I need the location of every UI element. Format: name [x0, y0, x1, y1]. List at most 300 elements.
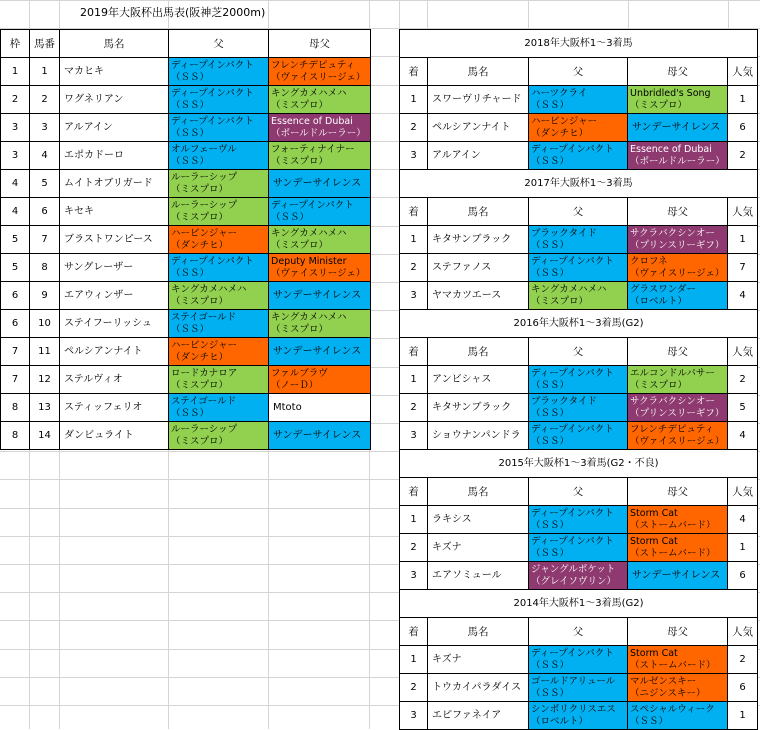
pedigree-name: ハービンジャー: [531, 115, 598, 127]
sire-cell: [169, 142, 269, 170]
table-row: [1, 170, 371, 198]
table-row: [400, 646, 758, 674]
popularity: 6: [728, 114, 758, 142]
pedigree-line: （ＳＳ）: [171, 407, 210, 419]
results-header-row: [400, 618, 758, 646]
pedigree-line: （ヴァイスリージェ）: [271, 71, 366, 83]
pedigree-name: サンデーサイレンス: [273, 177, 362, 189]
popularity: 2: [728, 646, 758, 674]
rank-header: 着: [400, 58, 428, 86]
pedigree-name: サンデーサイレンス: [273, 429, 362, 441]
horse-name: キズナ: [428, 534, 529, 562]
broodmare-sire-cell: [628, 534, 728, 562]
broodmare-sire-cell: [269, 254, 371, 282]
horse-name: ステイフーリッシュ: [60, 310, 169, 338]
finish-rank: 3: [400, 282, 428, 310]
pedigree-line: （ダンチヒ）: [171, 239, 229, 251]
pedigree-name: エルコンドルパサー: [630, 367, 715, 379]
horse-number: 7: [30, 226, 60, 254]
sire-cell: [529, 506, 628, 534]
broodmare-sire-cell: [269, 86, 371, 114]
pedigree-line: （ミスプロ）: [271, 323, 329, 335]
pedigree-line: （ＳＳ）: [171, 155, 210, 167]
broodmare-sire-cell: [269, 310, 371, 338]
waku: 5: [1, 254, 30, 282]
horse-name: ステルヴィオ: [60, 366, 169, 394]
pedigree-name: Deputy Minister: [271, 255, 347, 267]
sire-cell: [169, 394, 269, 422]
sire-cell: [529, 534, 628, 562]
horse-name: スワーヴリチャード: [428, 86, 529, 114]
broodmare-sire-cell: [628, 114, 728, 142]
horse-name: ムイトオブリガード: [60, 170, 169, 198]
broodmare-sire-cell: [628, 506, 728, 534]
section-title: 2018年大阪杯1～3着馬: [400, 30, 758, 58]
pedigree-line: （ミスプロ）: [271, 99, 329, 111]
table-row: [400, 394, 758, 422]
bms-header: 母父: [628, 338, 728, 366]
sire-cell: [169, 226, 269, 254]
pedigree-line: （ヴァイスリージェ）: [630, 267, 725, 279]
finish-rank: 2: [400, 394, 428, 422]
horse-name: キタサンブラック: [428, 226, 529, 254]
horse-name: エピファネイア: [428, 702, 529, 730]
pedigree-name: ディープインパクト: [171, 87, 254, 99]
broodmare-sire-cell: [628, 562, 728, 590]
waku: 7: [1, 338, 30, 366]
sire-cell: [529, 114, 628, 142]
pedigree-name: サンデーサイレンス: [273, 289, 362, 301]
pedigree-name: キングカメハメハ: [271, 311, 347, 323]
section-title-row: [400, 450, 758, 478]
sire-cell: [169, 170, 269, 198]
horse-name: トウカイパラダイス: [428, 674, 529, 702]
broodmare-sire-cell: [628, 142, 728, 170]
horse-number: 9: [30, 282, 60, 310]
finish-rank: 3: [400, 702, 428, 730]
pedigree-line: （ボールドルーラー）: [271, 127, 366, 139]
pedigree-line: （プリンスリーギフ）: [630, 407, 725, 419]
sire-cell: [529, 674, 628, 702]
sire-cell: [529, 282, 628, 310]
rank-header: 着: [400, 338, 428, 366]
table-row: [1, 114, 371, 142]
table-row: [1, 310, 371, 338]
popularity: 6: [728, 674, 758, 702]
pedigree-line: （ミスプロ）: [531, 295, 589, 307]
pedigree-name: ディープインパクト: [171, 255, 254, 267]
bms-header: 母父: [628, 478, 728, 506]
pedigree-line: （ＳＳ）: [531, 659, 570, 671]
broodmare-sire-cell: [628, 394, 728, 422]
pedigree-line: （ＳＳ）: [171, 267, 210, 279]
section-title-row: [400, 310, 758, 338]
pedigree-line: （ＳＳ）: [531, 547, 570, 559]
sire-cell: [169, 310, 269, 338]
table-row: [1, 198, 371, 226]
broodmare-sire-cell: [628, 86, 728, 114]
pedigree-name: ディープインパクト: [531, 143, 614, 155]
pedigree-name: ハービンジャー: [171, 227, 238, 239]
sire-cell: [529, 254, 628, 282]
horse-name: ペルシアンナイト: [60, 338, 169, 366]
popularity: 1: [728, 86, 758, 114]
pedigree-line: （ミスプロ）: [630, 379, 688, 391]
pedigree-line: （ＳＳ）: [531, 519, 570, 531]
horse-number: 2: [30, 86, 60, 114]
sire-cell: [169, 86, 269, 114]
table-row: [1, 86, 371, 114]
pedigree-name: ルーラーシップ: [171, 171, 238, 183]
section-title: 2014年大阪杯1～3着馬(G2): [400, 590, 758, 618]
pedigree-line: （ＳＳ）: [531, 687, 570, 699]
popularity: 4: [728, 282, 758, 310]
pedigree-name: キングカメハメハ: [171, 283, 247, 295]
section-title: 2017年大阪杯1～3着馬: [400, 170, 758, 198]
finish-rank: 1: [400, 646, 428, 674]
sire-cell: [169, 338, 269, 366]
pedigree-name: オルフェーヴル: [171, 143, 237, 155]
broodmare-sire-cell: [269, 282, 371, 310]
horse-number: 3: [30, 114, 60, 142]
pedigree-line: （ダンチヒ）: [531, 127, 589, 139]
sire-cell: [529, 394, 628, 422]
popularity: 7: [728, 254, 758, 282]
section-title-row: [400, 590, 758, 618]
rank-header: 着: [400, 618, 428, 646]
pedigree-name: ディープインパクト: [171, 115, 254, 127]
horse-number: 4: [30, 142, 60, 170]
horse-name: ダンビュライト: [60, 422, 169, 450]
bms-header: 母父: [269, 30, 371, 58]
horse-name: ショウナンパンドラ: [428, 422, 529, 450]
broodmare-sire-cell: [628, 366, 728, 394]
popularity: 4: [728, 422, 758, 450]
sire-cell: [529, 366, 628, 394]
pedigree-line: （ノーＤ）: [271, 379, 319, 391]
sire-cell: [529, 142, 628, 170]
pedigree-name: グラスワンダー: [630, 283, 696, 295]
broodmare-sire-cell: [269, 394, 371, 422]
pedigree-name: ハービンジャー: [171, 339, 238, 351]
popularity: 5: [728, 394, 758, 422]
sire-cell: [169, 366, 269, 394]
horse-name: アルアイン: [60, 114, 169, 142]
pedigree-name: ディープインパクト: [531, 423, 614, 435]
horse-name: サングレーザー: [60, 254, 169, 282]
broodmare-sire-cell: [628, 674, 728, 702]
popularity: 6: [728, 562, 758, 590]
pedigree-line: （ＳＳ）: [531, 407, 570, 419]
waku: 3: [1, 142, 30, 170]
broodmare-sire-cell: [628, 422, 728, 450]
table-row: [400, 86, 758, 114]
broodmare-sire-cell: [628, 282, 728, 310]
sire-cell: [529, 226, 628, 254]
broodmare-sire-cell: [269, 338, 371, 366]
entry-table: [0, 29, 371, 450]
table-row: [1, 254, 371, 282]
pedigree-name: クロフネ: [630, 255, 668, 267]
pedigree-name: Storm Cat: [630, 507, 678, 519]
finish-rank: 1: [400, 506, 428, 534]
finish-rank: 2: [400, 674, 428, 702]
horse-name: スティッフェリオ: [60, 394, 169, 422]
pedigree-name: スペシャルウィーク: [630, 703, 715, 715]
table-row: [400, 422, 758, 450]
sire-cell: [529, 422, 628, 450]
pedigree-name: Storm Cat: [630, 647, 678, 659]
horse-name: ステファノス: [428, 254, 529, 282]
bms-header: 母父: [628, 618, 728, 646]
table-row: [1, 338, 371, 366]
pedigree-line: （ＳＳ）: [531, 239, 570, 251]
section-title: 2015年大阪杯1～3着馬(G2・不良): [400, 450, 758, 478]
pedigree-line: （ＳＳ）: [171, 127, 210, 139]
name-header: 馬名: [428, 338, 529, 366]
table-row: [1, 58, 371, 86]
pedigree-name: キングカメハメハ: [271, 87, 347, 99]
broodmare-sire-cell: [628, 646, 728, 674]
section-title-row: [400, 30, 758, 58]
pedigree-line: （ミスプロ）: [171, 211, 229, 223]
section-title: 2016年大阪杯1～3着馬(G2): [400, 310, 758, 338]
pedigree-line: （ボールドルーラー）: [630, 155, 725, 167]
waku: 5: [1, 226, 30, 254]
pedigree-name: サンデーサイレンス: [632, 569, 721, 581]
pedigree-line: （ＳＳ）: [531, 99, 570, 111]
pedigree-name: ハーツクライ: [531, 87, 588, 99]
table-row: [400, 562, 758, 590]
pedigree-name: シンボリクリスエス: [531, 703, 616, 715]
table-row: [1, 282, 371, 310]
table-row: [400, 674, 758, 702]
popularity: 1: [728, 534, 758, 562]
horse-name: アルアイン: [428, 142, 529, 170]
rank-header: 着: [400, 478, 428, 506]
horse-name: ブラストワンピース: [60, 226, 169, 254]
pedigree-line: （ヴァイスリージェ）: [630, 435, 725, 447]
pedigree-name: ルーラーシップ: [171, 423, 238, 435]
horse-name: ヤマカツエース: [428, 282, 529, 310]
table-row: [400, 226, 758, 254]
sire-header: 父: [529, 58, 628, 86]
section-title-row: [400, 170, 758, 198]
results-header-row: [400, 58, 758, 86]
horse-number: 8: [30, 254, 60, 282]
horse-number: 13: [30, 394, 60, 422]
table-row: [400, 142, 758, 170]
popularity: 1: [728, 226, 758, 254]
waku: 8: [1, 394, 30, 422]
broodmare-sire-cell: [628, 702, 728, 730]
broodmare-sire-cell: [269, 114, 371, 142]
pedigree-line: （グレイソヴリン）: [531, 575, 617, 587]
finish-rank: 1: [400, 86, 428, 114]
table-row: [400, 114, 758, 142]
pedigree-name: ディープインパクト: [531, 647, 614, 659]
pedigree-name: ロードカナロア: [171, 367, 238, 379]
pedigree-line: （ストームバード）: [630, 547, 716, 559]
entry-header-row: [1, 30, 371, 58]
name-header: 馬名: [428, 58, 529, 86]
horse-name: キズナ: [428, 646, 529, 674]
sire-header: 父: [529, 198, 628, 226]
broodmare-sire-cell: [269, 170, 371, 198]
pedigree-name: ディープインパクト: [531, 507, 614, 519]
finish-rank: 2: [400, 534, 428, 562]
sire-header: 父: [529, 618, 628, 646]
sire-header: 父: [529, 338, 628, 366]
horse-name: エアソミュール: [428, 562, 529, 590]
pedigree-name: サンデーサイレンス: [273, 345, 362, 357]
pedigree-line: （ＳＳ）: [531, 267, 570, 279]
horse-name: エアウィンザー: [60, 282, 169, 310]
sire-cell: [169, 422, 269, 450]
pedigree-name: キングカメハメハ: [271, 227, 347, 239]
pedigree-name: ルーラーシップ: [171, 199, 238, 211]
pedigree-name: ステイゴールド: [171, 311, 237, 323]
name-header: 馬名: [428, 198, 529, 226]
table-row: [1, 142, 371, 170]
waku: 3: [1, 114, 30, 142]
waku: 6: [1, 310, 30, 338]
horse-name: ペルシアンナイト: [428, 114, 529, 142]
pedigree-name: フレンチデピュティ: [630, 423, 715, 435]
popularity: 2: [728, 366, 758, 394]
pedigree-line: （ＳＳ）: [531, 155, 570, 167]
waku: 4: [1, 198, 30, 226]
name-header: 馬名: [60, 30, 169, 58]
sire-cell: [169, 58, 269, 86]
pedigree-name: サクラバクシンオー: [630, 227, 715, 239]
horse-name: エポカドーロ: [60, 142, 169, 170]
popularity: 1: [728, 702, 758, 730]
pedigree-line: （ニジンスキー）: [630, 687, 706, 699]
sire-cell: [169, 282, 269, 310]
pedigree-name: サンデーサイレンス: [632, 121, 721, 133]
rank-header: 着: [400, 198, 428, 226]
horse-name: マカヒキ: [60, 58, 169, 86]
sire-cell: [529, 86, 628, 114]
pedigree-name: Essence of Dubai: [271, 115, 353, 127]
popularity-header: 人気: [728, 478, 758, 506]
horse-number: 6: [30, 198, 60, 226]
sire-cell: [529, 702, 628, 730]
pedigree-name: Unbridled's Song: [630, 87, 711, 99]
broodmare-sire-cell: [269, 142, 371, 170]
sire-header: 父: [169, 30, 269, 58]
pedigree-line: （ミスプロ）: [171, 379, 229, 391]
pedigree-name: Storm Cat: [630, 535, 678, 547]
popularity-header: 人気: [728, 338, 758, 366]
broodmare-sire-cell: [269, 366, 371, 394]
pedigree-name: ブラックタイド: [531, 227, 597, 239]
horse-number: 11: [30, 338, 60, 366]
pedigree-line: （ＳＳ）: [531, 435, 570, 447]
pedigree-line: （プリンスリーギフ）: [630, 239, 725, 251]
broodmare-sire-cell: [269, 198, 371, 226]
table-row: [400, 282, 758, 310]
pedigree-name: ステイゴールド: [171, 395, 237, 407]
results-header-row: [400, 478, 758, 506]
finish-rank: 3: [400, 562, 428, 590]
pedigree-line: （ヴァイスリージェ）: [271, 267, 366, 279]
table-row: [1, 366, 371, 394]
waku-header: 枠: [1, 30, 30, 58]
bms-header: 母父: [628, 58, 728, 86]
pedigree-line: （ミスプロ）: [171, 183, 229, 195]
table-row: [1, 394, 371, 422]
pedigree-name: ファルブラヴ: [271, 367, 328, 379]
pedigree-name: サクラバクシンオー: [630, 395, 715, 407]
table-row: [1, 422, 371, 450]
waku: 1: [1, 58, 30, 86]
waku: 8: [1, 422, 30, 450]
sire-cell: [169, 198, 269, 226]
pedigree-line: （ミスプロ）: [271, 239, 329, 251]
finish-rank: 1: [400, 226, 428, 254]
pedigree-name: Essence of Dubai: [630, 143, 712, 155]
horse-number: 14: [30, 422, 60, 450]
pedigree-line: （ミスプロ）: [271, 155, 329, 167]
left-table-title: 2019年大阪杯出馬表(阪神芝2000m): [80, 6, 266, 19]
pedigree-line: （ＳＳ）: [171, 99, 210, 111]
waku: 7: [1, 366, 30, 394]
sire-header: 父: [529, 478, 628, 506]
bms-header: 母父: [628, 198, 728, 226]
popularity: 4: [728, 506, 758, 534]
pedigree-name: ディープインパクト: [531, 255, 614, 267]
horse-number: 5: [30, 170, 60, 198]
pedigree-name: Mtoto: [273, 401, 302, 413]
finish-rank: 3: [400, 142, 428, 170]
pedigree-line: （ミスプロ）: [171, 435, 229, 447]
broodmare-sire-cell: [269, 422, 371, 450]
pedigree-line: （ロベルト）: [630, 295, 688, 307]
results-header-row: [400, 198, 758, 226]
waku: 6: [1, 282, 30, 310]
pedigree-line: （ＳＳ）: [171, 71, 210, 83]
pedigree-line: （ＳＳ）: [271, 211, 310, 223]
pedigree-name: ゴールドアリュール: [531, 675, 616, 687]
pedigree-line: （ＳＳ）: [171, 323, 210, 335]
name-header: 馬名: [428, 478, 529, 506]
pedigree-name: キングカメハメハ: [531, 283, 607, 295]
pedigree-line: （ロベルト）: [531, 715, 589, 727]
horse-name: キセキ: [60, 198, 169, 226]
horse-number: 10: [30, 310, 60, 338]
pedigree-name: マルゼンスキー: [630, 675, 697, 687]
pedigree-line: （ストームバード）: [630, 519, 716, 531]
broodmare-sire-cell: [269, 58, 371, 86]
pedigree-line: （ＳＳ）: [531, 379, 570, 391]
table-row: [400, 506, 758, 534]
horse-name: ラキシス: [428, 506, 529, 534]
pedigree-name: ディープインパクト: [271, 199, 354, 211]
broodmare-sire-cell: [269, 226, 371, 254]
pedigree-name: ディープインパクト: [531, 535, 614, 547]
horse-number: 12: [30, 366, 60, 394]
pedigree-name: フォーティナイナー: [271, 143, 355, 155]
horse-name: キタサンブラック: [428, 394, 529, 422]
waku: 4: [1, 170, 30, 198]
popularity-header: 人気: [728, 198, 758, 226]
sire-cell: [529, 562, 628, 590]
pedigree-line: （ミスプロ）: [171, 295, 229, 307]
results-header-row: [400, 338, 758, 366]
popularity: 2: [728, 142, 758, 170]
